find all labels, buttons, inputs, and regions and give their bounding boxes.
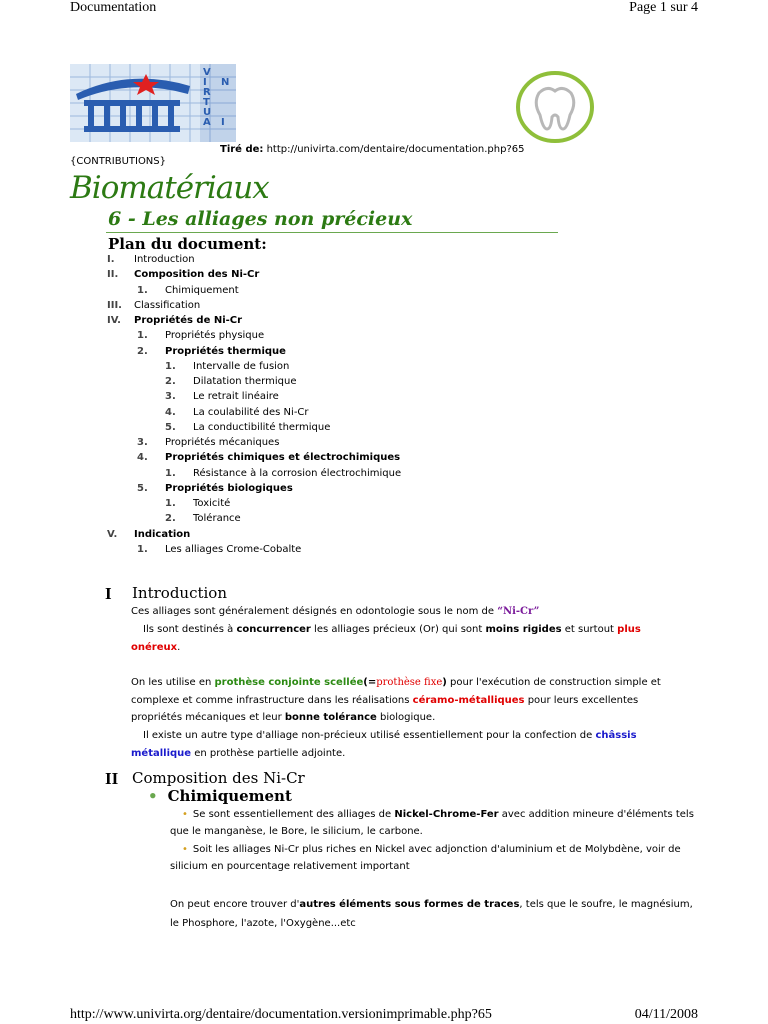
toc-label[interactable]: Tolérance <box>193 513 241 525</box>
section-number: II <box>105 769 119 788</box>
toc-label[interactable]: Propriétés de Ni-Cr <box>134 315 243 326</box>
term-bold: concurrencer <box>236 624 311 635</box>
toc-label[interactable]: Propriétés biologiques <box>165 482 293 494</box>
toc-number: 4. <box>137 452 148 464</box>
section-title: Introduction <box>132 584 227 602</box>
bullet-icon: • <box>182 844 188 855</box>
toc-number: III. <box>107 299 122 311</box>
title-divider <box>106 232 558 233</box>
page-title: Biomatériaux <box>70 170 269 206</box>
text-run: Ces alliages sont généralement désignés en odontologie sous le nom de <box>131 606 498 617</box>
text-run: Il existe un autre type d'alliage non-précieux utilisé essentiellement pour la confection de <box>143 730 596 741</box>
text-run: Se sont essentiellement des alliages de <box>192 809 395 820</box>
logo-letter: N <box>221 77 230 88</box>
logo-letter: V <box>203 67 211 78</box>
logo-letter: U <box>203 107 212 118</box>
footer-date: 04/11/2008 <box>634 1007 698 1022</box>
toc-number: 1. <box>165 360 176 372</box>
logo-letter: R <box>203 87 211 98</box>
text-run: , tels que le soufre, le magnésium, le Phosphore, l'azote, l'Oxygène...etc <box>170 899 693 929</box>
toc-label[interactable]: Intervalle de fusion <box>193 360 290 372</box>
text-run: avec addition mineure d'éléments tels que le manganèse, le Bore, le silicium, le carbone. <box>170 809 694 837</box>
toc-number: 1. <box>137 330 148 342</box>
text-run: en prothèse partielle adjointe. <box>191 747 346 759</box>
toc-number: 1. <box>165 498 176 509</box>
bullet-icon: • <box>182 809 188 820</box>
subsection-title: Chimiquement <box>167 787 292 805</box>
toc-label[interactable]: Propriétés thermique <box>165 345 286 357</box>
toc-label[interactable]: Le retrait linéaire <box>193 391 279 403</box>
toc-label[interactable]: Propriétés chimiques et électrochimiques <box>165 452 401 464</box>
text-run: ) <box>442 677 447 688</box>
toc-label[interactable]: La coulabilité des Ni-Cr <box>193 406 309 418</box>
toc-number: 2. <box>165 376 176 387</box>
bullet-paragraph-2 <box>170 841 700 875</box>
footer-url[interactable]: http://www.univirta.org/dentaire/documentation.versionimprimable.php?65 <box>70 1007 492 1022</box>
header-left: Documentation <box>70 0 157 15</box>
contributions-label: {CONTRIBUTIONS} <box>70 156 167 167</box>
term-bold: autres éléments sous formes de traces <box>299 899 520 910</box>
tooth-icon <box>515 71 595 143</box>
toc-label[interactable]: Indication <box>134 528 191 540</box>
intro-paragraph-1 <box>131 603 691 621</box>
term-blue: châssis métallique <box>131 730 637 759</box>
toc-number: 2. <box>137 345 148 357</box>
text-run: les alliages précieux (Or) qui sont <box>310 624 486 635</box>
text-run: et surtout <box>561 624 618 635</box>
toc-number: 1. <box>137 543 148 555</box>
intro-paragraph-2 <box>131 621 661 656</box>
toc-label[interactable]: Classification <box>134 299 201 311</box>
toc-number: V. <box>107 528 118 540</box>
toc-label[interactable]: La conductibilité thermique <box>193 421 331 433</box>
logo-letter: A <box>203 117 211 128</box>
logo-letter: I <box>203 77 207 88</box>
section-title: Composition des Ni-Cr <box>132 769 305 787</box>
term-green: prothèse conjointe scellée <box>214 677 364 688</box>
logo-letter: T <box>203 97 210 108</box>
toc-number: I. <box>107 254 115 265</box>
toc-label[interactable]: Propriétés mécaniques <box>165 437 280 448</box>
text-run: (= <box>363 677 377 688</box>
toc-label[interactable]: Propriétés physique <box>165 330 265 342</box>
toc-number: 5. <box>137 482 148 494</box>
logo-letter: I <box>221 117 225 128</box>
term-red: plus onéreux <box>131 624 641 653</box>
intro-paragraph-4 <box>131 727 691 762</box>
toc-number: 1. <box>137 284 148 296</box>
toc-number: 3. <box>165 391 176 403</box>
bullet-paragraph-1 <box>170 806 700 840</box>
text-run: On les utilise en <box>131 677 215 688</box>
toc-number: IV. <box>107 315 121 326</box>
text-run: Soit les alliages Ni-Cr plus riches en Nickel avec adjonction d'aluminium et de Molybdène, voir de silicium en pourcentage relativement important <box>170 844 681 872</box>
toc-number: 1. <box>165 467 176 479</box>
toc-number: 3. <box>137 437 148 448</box>
bullet-icon: • <box>148 787 158 805</box>
text-run: . <box>177 641 181 653</box>
toc-label[interactable]: Introduction <box>134 254 195 265</box>
term-bold: bonne tolérance <box>284 712 377 723</box>
composition-paragraph <box>170 895 700 933</box>
source-url[interactable]: http://univirta.com/dentaire/documentation.php?65 <box>266 144 525 155</box>
section-number: I <box>105 584 112 603</box>
toc-label[interactable]: Les alliages Crome-Cobalte <box>165 543 302 555</box>
toc-label[interactable]: Composition des Ni-Cr <box>134 269 260 281</box>
text-run: pour l'exécution de construction simple et complexe et comme infrastructure dans les réalisations <box>131 677 661 706</box>
toc-label[interactable]: Toxicité <box>193 498 231 509</box>
source-line <box>220 144 525 155</box>
page-subtitle: 6 - Les alliages non précieux <box>108 208 413 230</box>
header-right: Page 1 sur 4 <box>629 0 698 15</box>
text-run: On peut encore trouver d' <box>170 899 300 910</box>
intro-paragraph-3 <box>131 674 691 727</box>
text-run: pour leurs excellentes propriétés mécaniques et leur <box>131 694 639 723</box>
subsection-heading <box>148 787 292 805</box>
toc-label[interactable]: Résistance à la corrosion électrochimique <box>193 467 402 479</box>
term-bold: Nickel-Chrome-Fer <box>394 809 499 820</box>
toc-label[interactable]: Chimiquement <box>165 284 239 296</box>
toc-label[interactable]: Dilatation thermique <box>193 376 297 387</box>
plan-title: Plan du document: <box>108 235 267 253</box>
toc-number: 5. <box>165 421 176 433</box>
term-bold: moins rigides <box>485 624 562 635</box>
toc-number: 2. <box>165 513 176 525</box>
toc-number: 4. <box>165 406 176 418</box>
text-run: biologique. <box>376 712 436 723</box>
term-nicr: “Ni-Cr” <box>497 606 540 617</box>
term-red: céramo-métalliques <box>412 694 525 706</box>
univirta-logo <box>70 64 236 142</box>
term-red: prothèse fixe <box>376 677 443 688</box>
text-run: Ils sont destinés à <box>143 624 237 635</box>
toc-number: II. <box>107 269 119 281</box>
source-label: Tiré de: <box>220 144 264 155</box>
